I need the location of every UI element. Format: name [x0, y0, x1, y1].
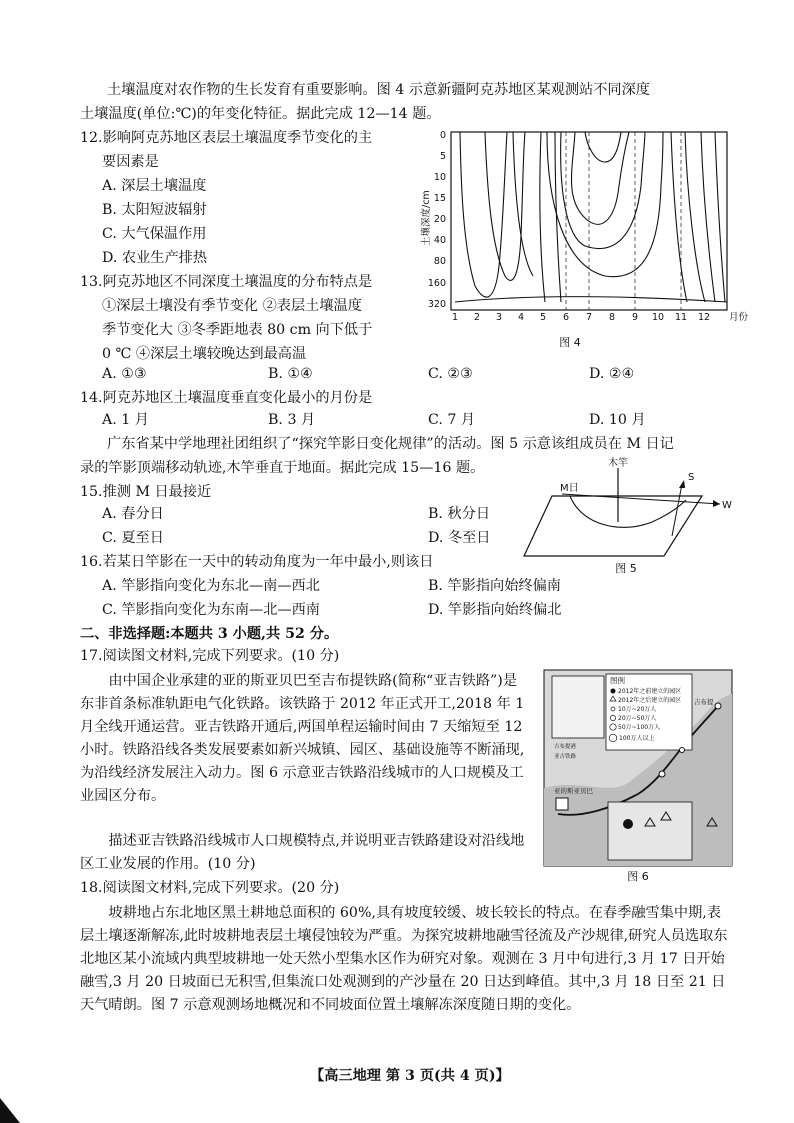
q13-option-d: D. ②④ — [589, 366, 635, 382]
q13-stem-1: 13.阿克苏地区不同深度土壤温度的分布特点是 — [80, 274, 373, 290]
q14-option-b: B. 3 月 — [268, 412, 316, 428]
q14-stem: 14.阿克苏地区土壤温度垂直变化最小的月份是 — [80, 390, 373, 406]
q12-stem-2: 要因素是 — [102, 154, 159, 170]
figure-6-railway-map — [542, 668, 734, 886]
intro-line-2: 土壤温度(单位:℃)的年变化特征。据此完成 12—14 题。 — [80, 106, 441, 122]
fig4-xtick-9: 9 — [631, 312, 639, 323]
fig4-xtick-7: 7 — [585, 312, 593, 323]
fig4-xtick-3: 3 — [495, 312, 503, 323]
q12-option-d: D. 农业生产排热 — [102, 250, 208, 266]
fig4-ytick-5: 40 — [433, 235, 446, 246]
fig6-legend-6: 100万人以上 — [619, 735, 655, 742]
q13-option-c: C. ②③ — [428, 366, 473, 382]
fig4-ytick-7: 160 — [427, 278, 446, 289]
fig6-city-2 — [680, 748, 685, 753]
fig5-s-label: S — [688, 472, 695, 483]
fig4-caption: 图 4 — [559, 336, 581, 349]
fig4-ytick-4: 20 — [433, 214, 446, 225]
figure-5-pole-shadow-diagram — [522, 456, 732, 576]
fig6-djibouti-city — [715, 703, 721, 709]
fig4-xtick-11: 11 — [674, 312, 688, 323]
q17-paragraph-1: 由中国企业承建的亚的斯亚贝巴至吉布提铁路(简称“亚吉铁路”)是东非首条标准轨距电气化铁路。该铁路于 2012 年正式开工,2018 年 1 月全线开通运营。亚吉铁路开通后,两国单程运输时间由 7 天缩短至 12 小时。铁路沿线各类发展要素如新兴城镇、园区、基础设施等不断涌现,为沿线经济发展注入动力。图 6 示意亚吉铁路沿线城市的人口规模及工业园区分布。 — [80, 673, 525, 804]
q13-stem-3: 季节变化大 ③冬季距地表 80 cm 向下低于 — [102, 322, 373, 338]
fig4-xtick-4: 4 — [517, 312, 525, 323]
fig4-ytick-2: 10 — [433, 172, 446, 183]
q14-option-c: C. 7 月 — [428, 412, 476, 428]
fig6-park-cluster — [623, 819, 633, 829]
fig5-caption: 图 5 — [615, 562, 637, 575]
fig5-pole-label: 木竿 — [608, 458, 628, 469]
fig6-addis-label: 亚的斯亚贝巴 — [554, 787, 593, 795]
fig4-xtick-2: 2 — [473, 312, 481, 323]
fig4-xtick-5: 5 — [539, 312, 547, 323]
fig6-legend-3: 10万~20万人 — [618, 706, 657, 713]
fig5-ground-plane — [524, 496, 702, 556]
intro2-line-1: 广东省某中学地理社团组织了“探究竿影日变化规律”的活动。图 5 示意该组成员在 M 日记 — [107, 436, 674, 452]
q16-option-c: C. 竿影指向变化为东南—北—西南 — [102, 602, 320, 618]
q13-option-a: A. ①③ — [102, 366, 147, 382]
fig4-xtick-1: 1 — [451, 312, 459, 323]
q15-option-d: D. 冬至日 — [428, 530, 491, 546]
q16-option-a: A. 竿影指向变化为东北—南—西北 — [102, 578, 320, 594]
fig4-ytick-6: 80 — [433, 256, 446, 267]
page-footer: 【高三地理 第 3 页(共 4 页)】 — [310, 1068, 510, 1084]
section-2-heading: 二、非选择题:本题共 3 小题,共 52 分。 — [80, 626, 339, 642]
q15-option-b: B. 秋分日 — [428, 506, 491, 522]
q13-stem-2: ①深层土壤没有季节变化 ②表层土壤温度 — [102, 298, 362, 314]
fig4-ytick-3: 15 — [433, 193, 446, 204]
fig5-south-arrow — [679, 480, 685, 488]
q18-stem: 18.阅读图文材料,完成下列要求。(20 分) — [80, 880, 340, 896]
q16-option-b: B. 竿影指向始终偏南 — [428, 578, 561, 594]
fig4-ytick-0: 0 — [439, 130, 446, 141]
fig6-legend-4: 20万~50万人 — [618, 715, 657, 722]
fig6-legend-title: 图例 — [610, 676, 625, 685]
fig4-ytick-1: 5 — [439, 151, 446, 162]
fig6-inset-label-2: 亚吉铁路 — [554, 754, 577, 760]
page-corner-mark — [0, 1098, 24, 1123]
q12-option-a: A. 深层土壤温度 — [102, 178, 207, 194]
fig6-legend-1: 2012年之前建立的园区 — [618, 688, 682, 695]
q17-paragraph-2: 描述亚吉铁路沿线城市人口规模特点,并说明亚吉铁路建设对沿线地区工业发展的作用。(10 分) — [80, 833, 525, 872]
q13-stem-4: 0 ℃ ④深层土壤较晚达到最高温 — [102, 346, 307, 362]
q15-option-c: C. 夏至日 — [102, 530, 164, 546]
fig6-legend-2: 2012年之后建立的园区 — [618, 697, 682, 704]
fig6-inset-map — [552, 676, 604, 738]
fig6-legend-park-old-icon — [611, 689, 616, 694]
fig6-caption: 图 6 — [627, 870, 649, 883]
q14-option-a: A. 1 月 — [102, 412, 149, 428]
figure-4-soil-temperature-chart — [415, 126, 749, 356]
fig4-xtick-10: 10 — [651, 312, 665, 323]
q12-option-b: B. 太阳短波辐射 — [102, 202, 207, 218]
q15-stem: 15.推测 M 日最接近 — [80, 484, 212, 500]
fig4-xtick-8: 8 — [608, 312, 616, 323]
q12-stem-1: 12.影响阿克苏地区表层土壤温度季节变化的主 — [80, 130, 373, 146]
fig5-west-arrow — [713, 500, 720, 507]
fig4-xtick-12: 12 — [697, 312, 711, 323]
fig6-detail-inset — [608, 802, 692, 860]
fig6-djibouti-label: 吉布提 — [694, 698, 714, 706]
q12-option-c: C. 大气保温作用 — [102, 226, 207, 242]
fig4-ytick-8: 320 — [427, 299, 446, 310]
fig6-addis-marker — [556, 798, 568, 810]
q14-option-d: D. 10 月 — [589, 412, 646, 428]
q17-stem: 17.阅读图文材料,完成下列要求。(10 分) — [80, 648, 340, 664]
q15-option-a: A. 春分日 — [102, 506, 164, 522]
intro2-line-2: 录的竿影顶端移动轨迹,木竿垂直于地面。据此完成 15—16 题。 — [80, 460, 485, 476]
q18-paragraph-1: 坡耕地占东北地区黑土耕地总面积的 60%,具有坡度较缓、坡长较长的特点。在春季融雪集中期,表层土壤逐渐解冻,此时坡耕地表层土壤侵蚀较为严重。为探究坡耕地融雪径流及产沙规律,研究人员选取东北地区某小流域内典型坡耕地一处天然小型集水区作为研究对象。观测在 3 月中旬进行,3 月 17 日开始融雪,3 月 20 日坡面已无积雪,但集流口处观测到的产沙量在 20 日达到峰值。其中,3 月 18 日至 21 日天气晴朗。图 7 示意观测场地概况和不同坡面位置土壤解冻深度随日期的变化。 — [80, 905, 728, 1013]
intro-line-1: 土壤温度对农作物的生长发育有重要影响。图 4 示意新疆阿克苏地区某观测站不同深度 — [107, 82, 650, 98]
q16-stem: 16.若某日竿影在一天中的转动角度为一年中最小,则该日 — [80, 554, 434, 570]
fig4-xtick-6: 6 — [562, 312, 570, 323]
fig4-xunit: 月份 — [729, 312, 749, 323]
fig4-ylabel: 土壤深度/cm — [421, 190, 432, 246]
fig4-xticks — [452, 312, 710, 323]
fig4-isotherms — [455, 132, 727, 302]
q16-option-d: D. 竿影指向始终偏北 — [428, 602, 562, 618]
q13-option-b: B. ①④ — [268, 366, 313, 382]
fig6-legend-5: 50万~100万人 — [618, 724, 661, 731]
fig6-city-1 — [659, 771, 665, 777]
fig5-w-label: W — [722, 500, 732, 511]
fig6-inset-label-1: 吉布提港 — [554, 744, 577, 750]
fig5-m-label: M日 — [560, 483, 579, 494]
